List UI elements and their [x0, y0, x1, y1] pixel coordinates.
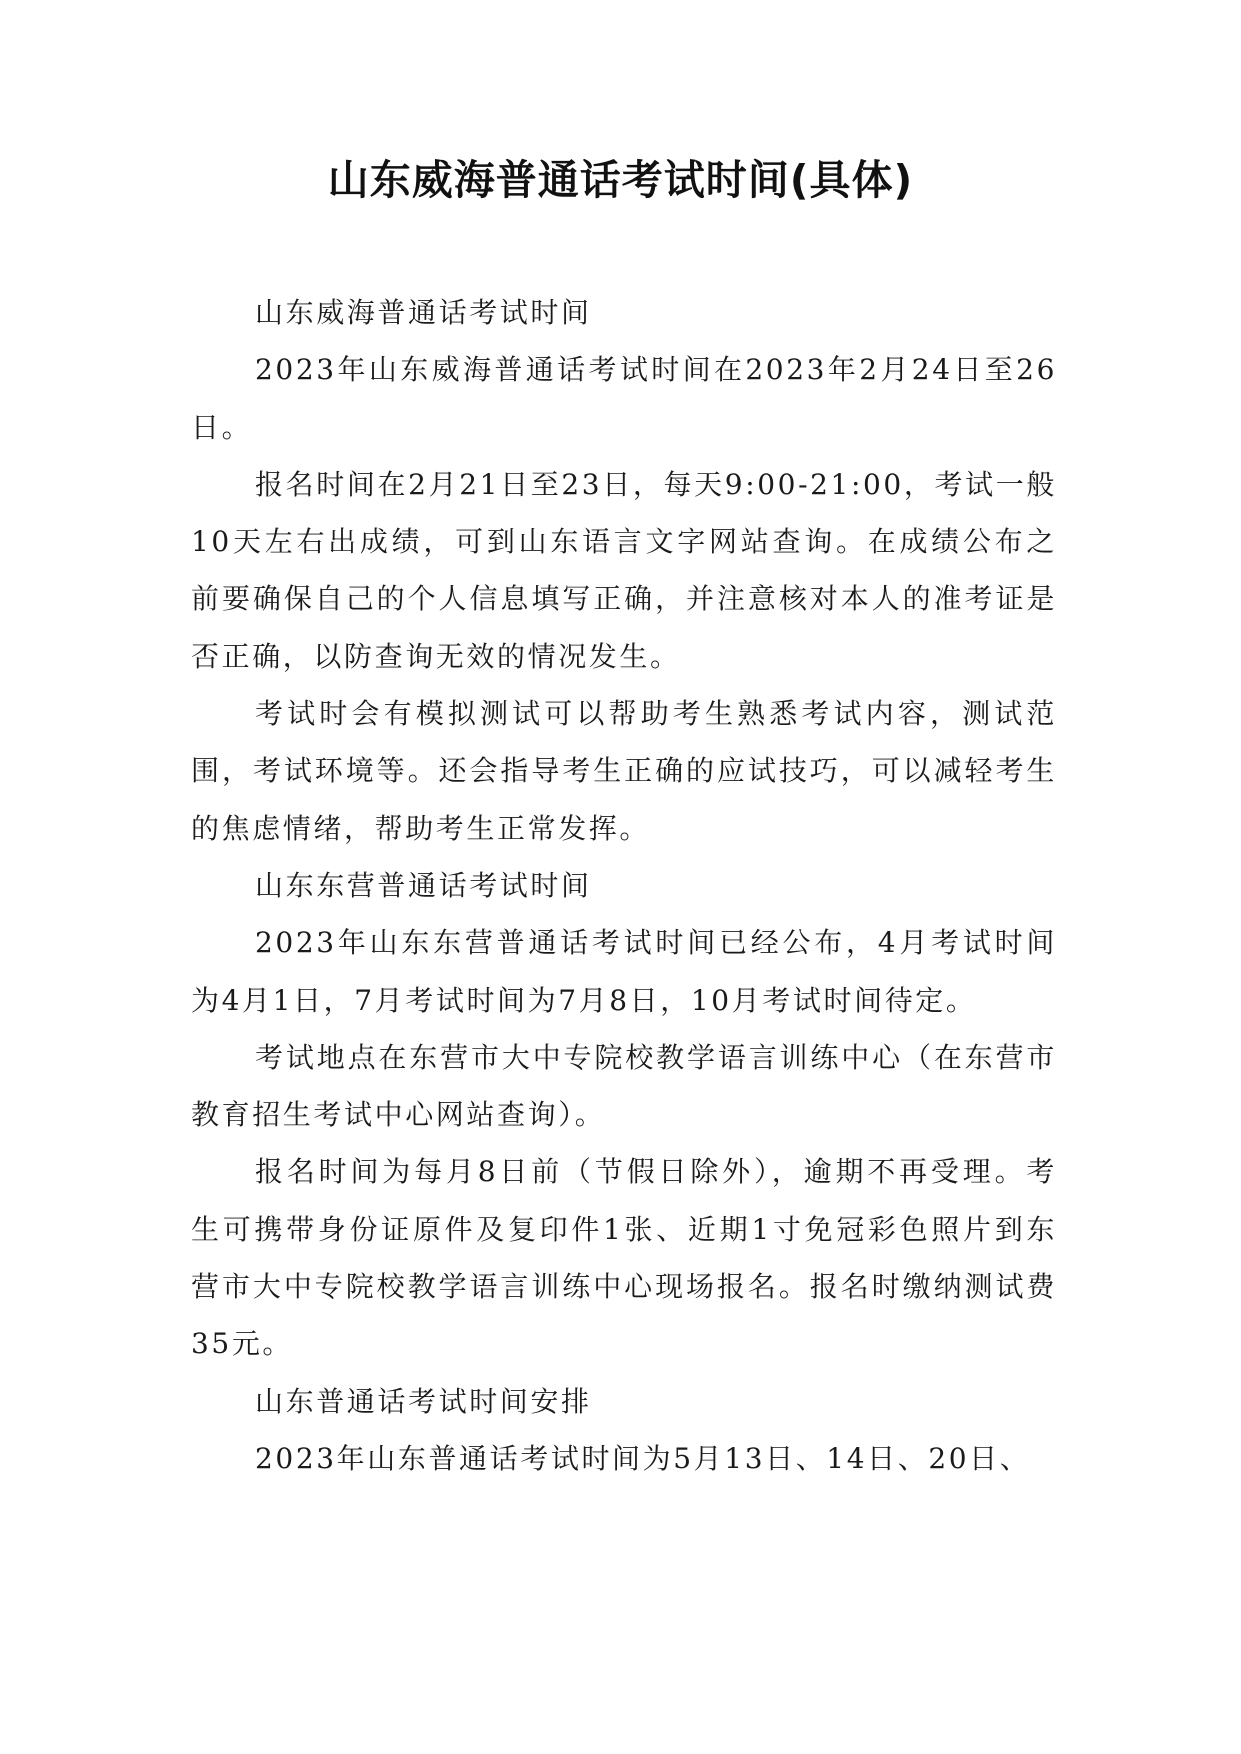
paragraph: 2023年山东威海普通话考试时间在2023年2月24日至26日。 [191, 353, 1057, 444]
document-body [191, 284, 1057, 1487]
paragraph: 报名时间在2月21日至23日，每天9:00-21:00，考试一般10天左右出成绩，可到山东语言文字网站查询。在成绩公布之前要确保自己的个人信息填写正确，并注意核对本人的准考证是否正确，以防查询无效的情况发生。 [191, 467, 1057, 673]
paragraph: 2023年山东普通话考试时间为5月13日、14日、20日、 [255, 1441, 1031, 1475]
section-heading-weihai: 山东威海普通话考试时间 [255, 296, 592, 329]
paragraph: 2023年山东东营普通话考试时间已经公布，4月考试时间为4月1日，7月考试时间为7月8日，10月考试时间待定。 [191, 926, 1057, 1017]
document-title: 山东威海普通话考试时间(具体) [327, 156, 914, 204]
paragraph: 考试地点在东营市大中专院校教学语言训练中心（在东营市教育招生考试中心网站查询）。 [191, 1040, 1057, 1132]
section-heading-dongying: 山东东营普通话考试时间 [255, 868, 592, 902]
paragraph: 考试时会有模拟测试可以帮助考生熟悉考试内容，测试范围，考试环境等。还会指导考生正确的应试技巧，可以减轻考生的焦虑情绪，帮助考生正常发挥。 [191, 697, 1057, 845]
paragraph: 报名时间为每月8日前（节假日除外），逾期不再受理。考生可携带身份证原件及复印件1张、近期1寸免冠彩色照片到东营市大中专院校教学语言训练中心现场报名。报名时缴纳测试费35元。 [191, 1155, 1057, 1361]
section-heading-shandong: 山东普通话考试时间安排 [255, 1384, 592, 1418]
